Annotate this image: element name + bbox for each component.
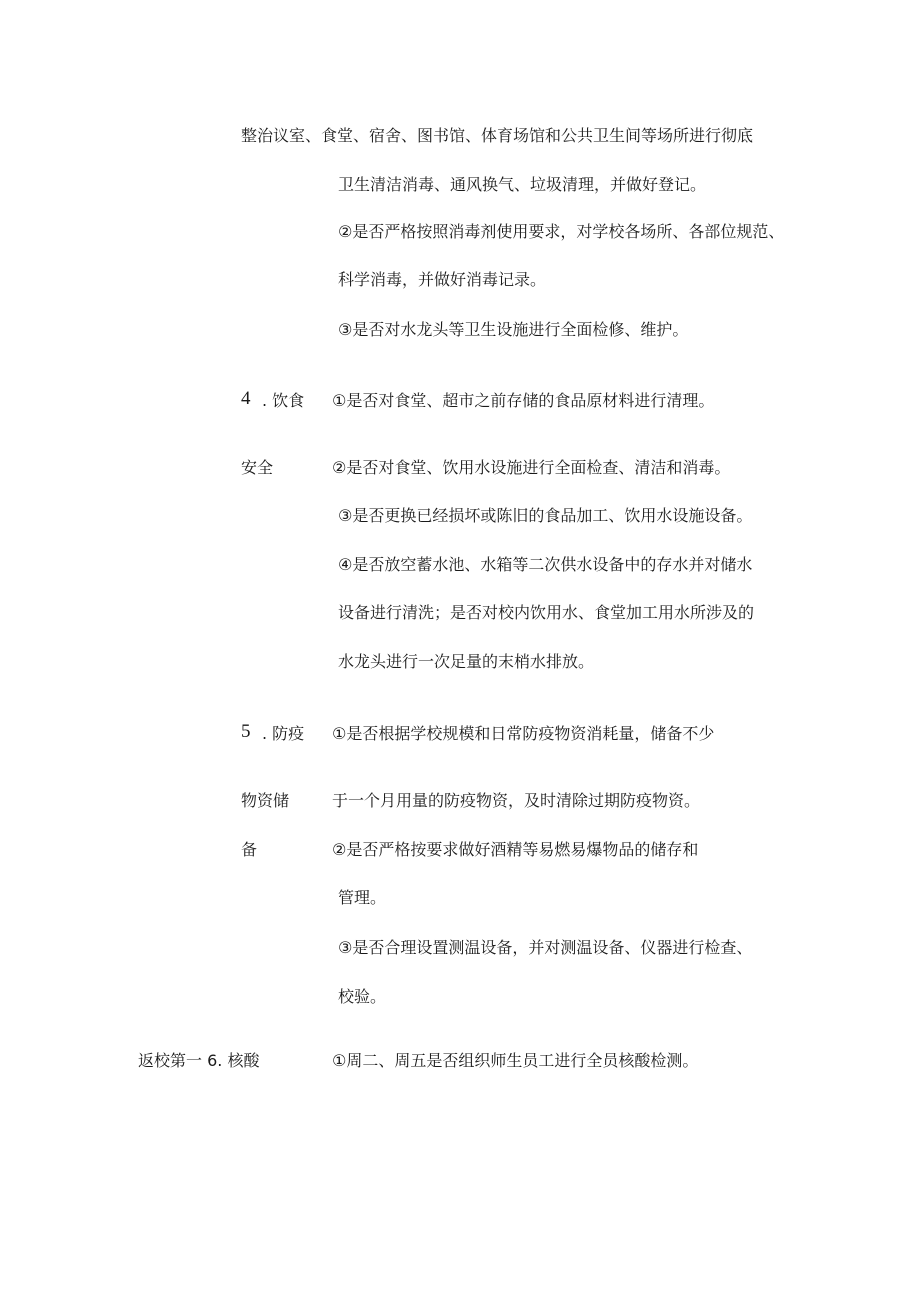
section-5-label-cont-2: 备 xyxy=(241,840,258,859)
food-item-3: ③是否更换已经损坏或陈旧的食品加工、饮用水设施设备。 xyxy=(338,506,753,525)
disinfection-item-3: ③是否对水龙头等卫生设施进行全面检修、维护。 xyxy=(338,320,689,339)
supplies-item-3-cont: 校验。 xyxy=(338,987,387,1006)
section-5-label-cont-1: 物资储 xyxy=(241,791,290,810)
food-item-4-cont-2: 水龙头进行一次足量的末梢水排放。 xyxy=(338,652,595,671)
supplies-item-3: ③是否合理设置测温设备，并对测温设备、仪器进行检查、 xyxy=(338,938,753,957)
supplies-item-1: ①是否根据学校规模和日常防疫物资消耗量，储备不少 xyxy=(332,724,715,743)
section-6-label: 返校第一 6. 核酸 xyxy=(138,1051,260,1070)
food-item-4: ④是否放空蓄水池、水箱等二次供水设备中的存水并对储水 xyxy=(338,555,753,574)
disinfection-item-2-cont: 科学消毒，并做好消毒记录。 xyxy=(338,270,547,289)
disinfection-item-2: ②是否严格按照消毒剂使用要求，对学校各场所、各部位规范、 xyxy=(338,222,785,241)
section-5-number: 5 xyxy=(241,721,251,742)
section-4-number: 4 xyxy=(241,388,251,409)
supplies-item-2-cont: 管理。 xyxy=(338,888,387,907)
supplies-item-2: ②是否严格按要求做好酒精等易燃易爆物品的储存和 xyxy=(332,840,699,859)
food-item-4-cont-1: 设备进行清洗；是否对校内饮用水、食堂加工用水所涉及的 xyxy=(338,603,755,622)
nucleic-item-1: ①周二、周五是否组织师生员工进行全员核酸检测。 xyxy=(332,1051,699,1070)
disinfection-line-1: 整治议室、食堂、宿舍、图书馆、体育场馆和公共卫生间等场所进行彻底 xyxy=(241,126,754,145)
food-item-2: ②是否对食堂、饮用水设施进行全面检查、清洁和消毒。 xyxy=(332,458,731,477)
supplies-item-1-cont: 于一个月用量的防疫物资，及时清除过期防疫物资。 xyxy=(332,791,701,810)
disinfection-line-2: 卫生清洁消毒、通风换气、垃圾清理，并做好登记。 xyxy=(338,175,707,194)
section-4-label: . 饮食 xyxy=(262,391,305,410)
section-4-label-cont: 安全 xyxy=(241,458,274,477)
food-item-1: ①是否对食堂、超市之前存储的食品原材料进行清理。 xyxy=(332,391,715,410)
section-5-label: . 防疫 xyxy=(262,724,305,743)
